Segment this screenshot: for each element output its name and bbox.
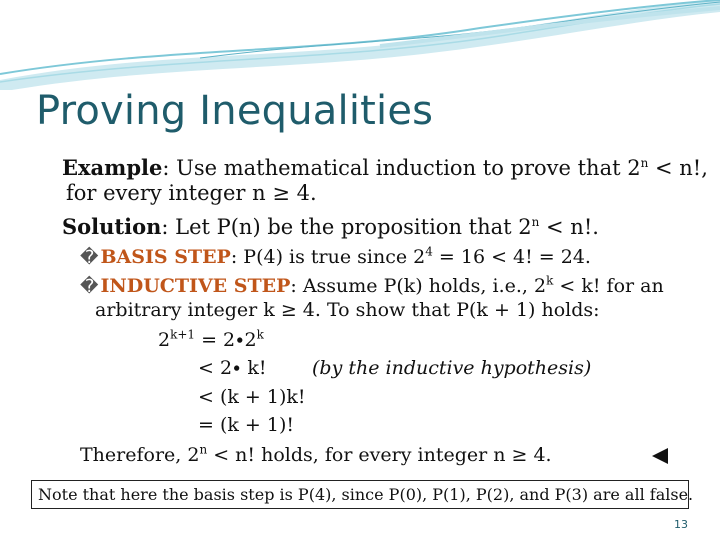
header-wave-decoration [0, 0, 720, 90]
solution-text-after: < n!. [539, 215, 599, 239]
bullet-icon: � [80, 276, 99, 297]
conclusion-text: Therefore, 2 [80, 444, 200, 466]
inductive-step-label: INDUCTIVE STEP [100, 275, 291, 297]
inductive-step-text-after: < k! for an [553, 275, 664, 297]
eq1-superscript-2: k [256, 327, 264, 342]
bullet-icon: � [80, 247, 99, 268]
solution-superscript: n [531, 215, 540, 229]
conclusion-line [80, 443, 552, 467]
eq1-base: 2 [158, 329, 171, 351]
example-text: : Use mathematical induction to prove that 2 [162, 156, 641, 180]
equation-line-2-note [312, 356, 591, 380]
note-box: Note that here the basis step is P(4), since P(0), P(1), P(2), and P(3) are all false. [31, 480, 689, 509]
qed-triangle-icon [652, 448, 668, 464]
solution-label: Solution [62, 214, 162, 239]
solution-text: : Let P(n) be the proposition that 2 [161, 215, 532, 239]
example-text-after: < n!, [648, 156, 708, 180]
equation-line-2 [198, 356, 267, 380]
eq1-rest: = 2∙2 [195, 329, 257, 351]
basis-step-text: : P(4) is true since 2 [230, 246, 426, 268]
example-line-2: for every integer n ≥ 4. [66, 181, 317, 205]
equation-line-1 [158, 328, 264, 352]
example-superscript: n [640, 156, 649, 170]
example-label: Example [62, 155, 163, 180]
inductive-step-line-2: arbitrary integer k ≥ 4. To show that P(k + 1) holds: [95, 299, 600, 321]
equation-line-4: = (k + 1)! [198, 414, 295, 436]
example-line-1 [62, 156, 708, 180]
basis-superscript: 4 [425, 244, 433, 259]
inductive-step-text: : Assume P(k) holds, i.e., 2 [290, 275, 547, 297]
eq2-note: (by the inductive hypothesis) [312, 357, 592, 379]
conclusion-superscript: n [199, 442, 208, 457]
basis-step-text-after: = 16 < 4! = 24. [432, 246, 591, 268]
solution-line [62, 215, 599, 239]
basis-step-label: BASIS STEP [100, 246, 231, 268]
inductive-superscript: k [546, 273, 554, 288]
basis-step-line [80, 245, 591, 270]
conclusion-text-after: < n! holds, for every integer n ≥ 4. [207, 444, 552, 466]
eq1-superscript: k+1 [170, 327, 196, 342]
page-number: 13 [674, 518, 688, 531]
eq2-text: < 2∙ k! [198, 357, 267, 379]
inductive-step-line [80, 274, 664, 299]
equation-line-3: < (k + 1)k! [198, 386, 306, 408]
slide-title: Proving Inequalities [36, 88, 434, 134]
